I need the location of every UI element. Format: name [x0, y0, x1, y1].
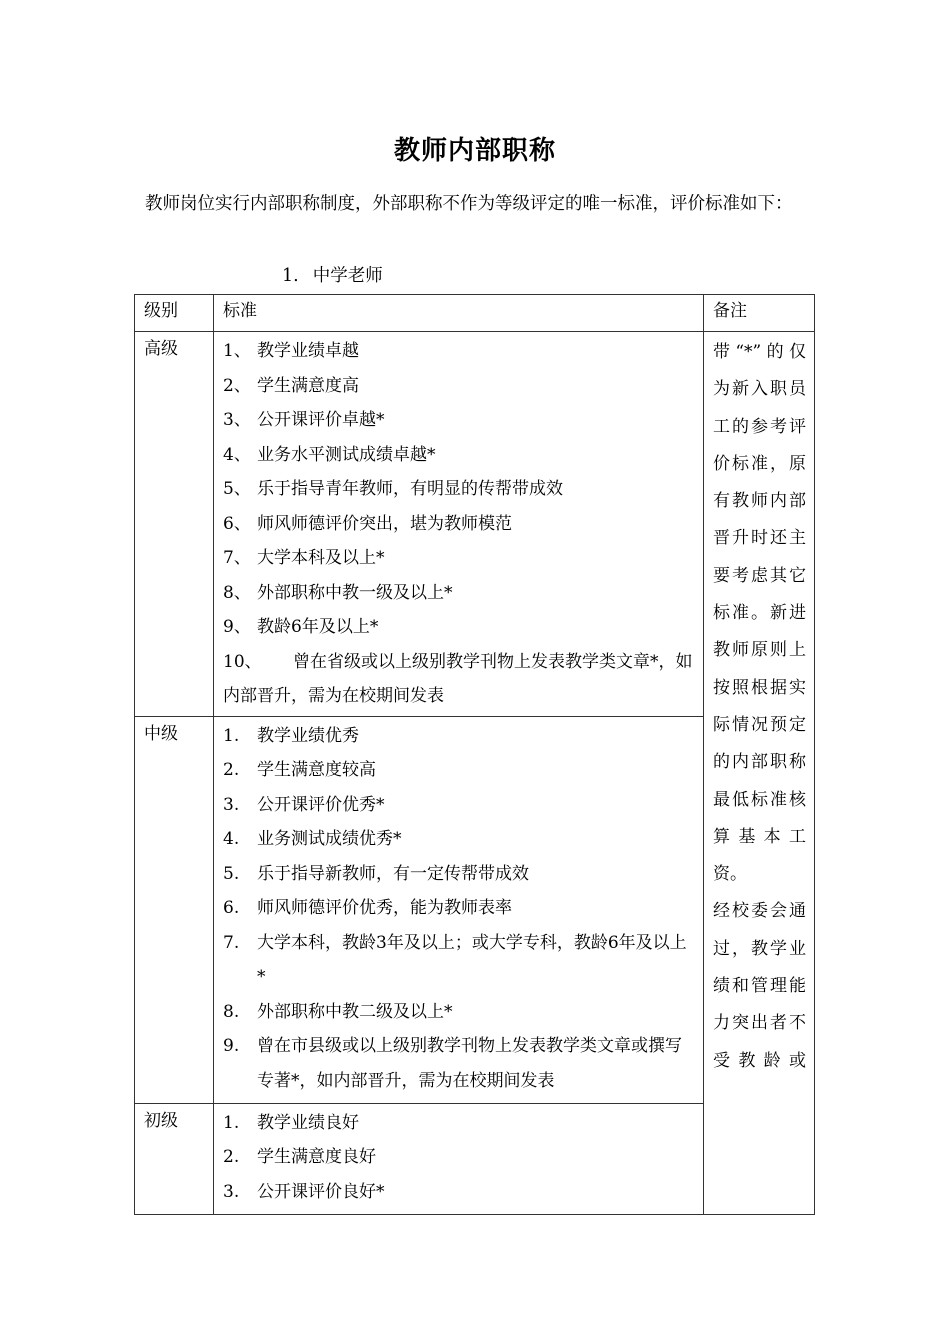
remark-cell: [704, 332, 815, 1215]
row-senior: [135, 332, 815, 717]
list-item: 2. 学生满意度较高: [223, 760, 376, 780]
header-level: 级别: [135, 295, 214, 332]
list-item: 8. 外部职称中教二级及以上*: [223, 1001, 453, 1022]
section-heading: [282, 262, 397, 287]
title-standards-table: [134, 294, 815, 1215]
list-item: 2. 学生满意度良好: [223, 1147, 376, 1167]
intro-paragraph: 教师岗位实行内部职称制度，外部职称不作为等级评定的唯一标准，评价标准如下：: [145, 194, 793, 214]
list-item: 2、 学生满意度高: [223, 375, 359, 396]
section-label: 中学老师: [312, 266, 383, 286]
list-item: 3. 公开课评价优秀*: [223, 794, 385, 815]
header-standard: 标准: [214, 295, 704, 332]
list-item: 9、 教龄6年及以上*: [223, 617, 379, 637]
list-item: 1. 教学业绩优秀: [223, 725, 359, 746]
list-item: 4、 业务水平测试成绩卓越*: [223, 444, 436, 465]
list-item: 1. 教学业绩良好: [223, 1112, 359, 1133]
list-item: 8、 外部职称中教一级及以上*: [223, 582, 453, 603]
table-header-row: [135, 295, 815, 332]
page-title: 教师内部职称: [393, 136, 556, 166]
list-item: 7. 大学本科，教龄3年及以上；或大学专科，教龄6年及以上*: [223, 932, 687, 987]
list-item: 6. 师风师德评价优秀，能为教师表率: [223, 898, 512, 918]
remark-paragraph-1: 带“*”的仅为新入职员工的参考评价标准，原有教师内部晋升时还主要考虑其它标准。新进教师原则上按照根据实际情况预定的内部职称最低标准核算基本工资。: [713, 342, 806, 885]
list-item: 3、 公开课评价卓越*: [223, 410, 385, 430]
list-item: 1、 教学业绩卓越: [223, 341, 359, 361]
list-item: 4. 业务测试成绩优秀*: [223, 829, 402, 849]
header-remark: 备注: [704, 295, 815, 332]
list-item: 5、 乐于指导青年教师，有明显的传帮带成效: [223, 479, 563, 499]
level-cell: 中级: [135, 716, 214, 1103]
list-item: 7、 大学本科及以上*: [223, 548, 385, 568]
standards-cell: [214, 1103, 704, 1214]
list-item: 9. 曾在市县级或以上级别教学刊物上发表教学类文章或撰写专著*，如内部晋升，需为在校期间发表: [223, 1036, 682, 1091]
list-item: 3. 公开课评价良好*: [223, 1181, 385, 1202]
remark-paragraph-2: 经校委会通过，教学业绩和管理能力突出者不受教龄或: [713, 901, 806, 1071]
list-item: 5. 乐于指导新教师，有一定传帮带成效: [223, 863, 529, 884]
list-item: 10、 曾在省级或以上级别教学刊物上发表教学类文章*，如内部晋升，需为在校期间发表: [223, 651, 693, 706]
list-item: 6、 师风师德评价突出，堪为教师模范: [223, 513, 512, 534]
level-cell: 初级: [135, 1103, 214, 1214]
section-number: 1.: [282, 266, 299, 286]
standards-cell: [214, 332, 704, 717]
standards-cell: [214, 716, 704, 1103]
level-cell: 高级: [135, 332, 214, 717]
